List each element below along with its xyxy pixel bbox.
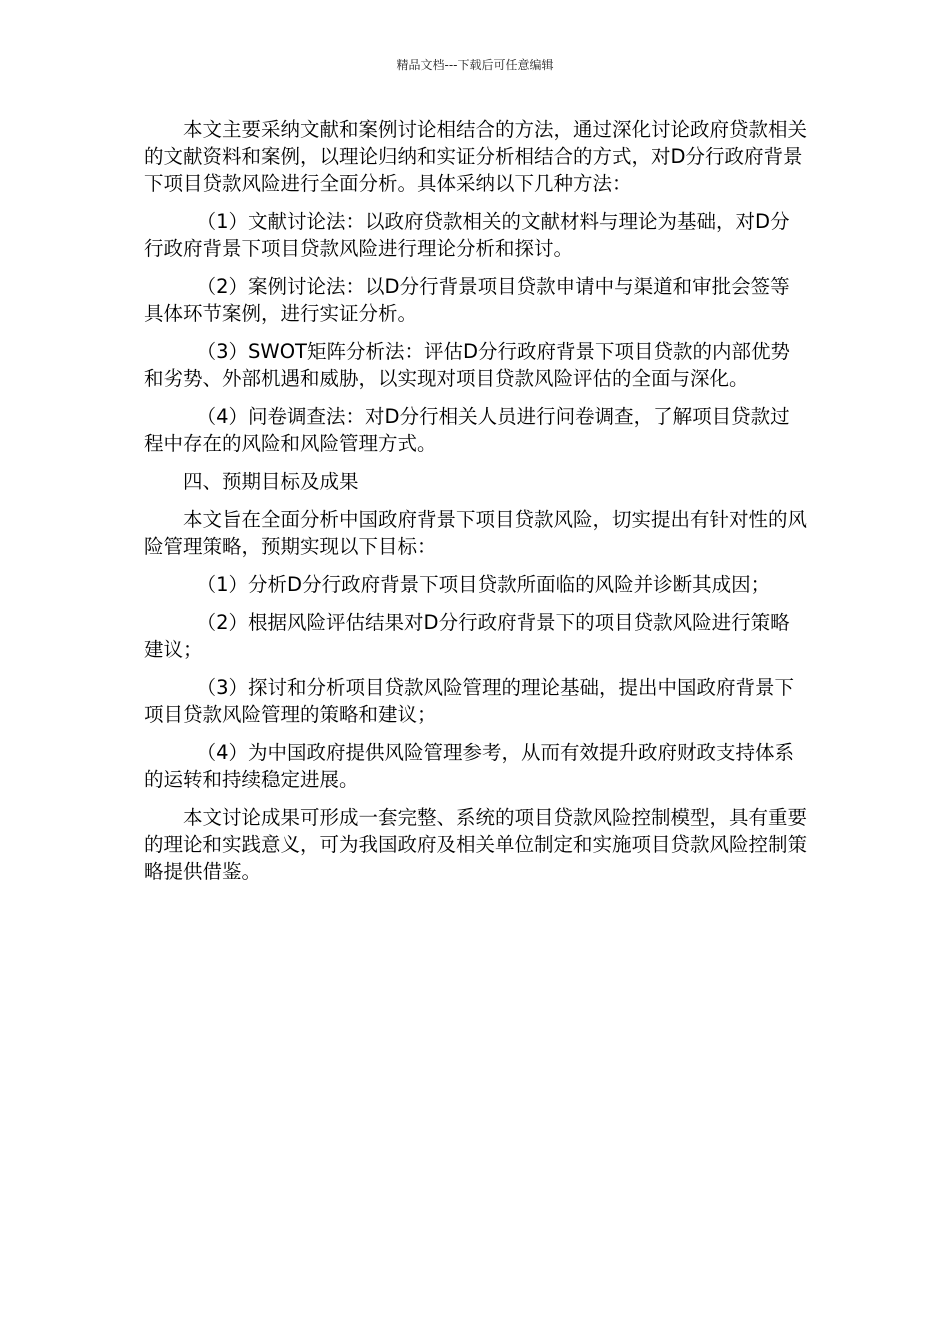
document-body <box>144 116 808 896</box>
paragraph-goal-1: （1）分析D分行政府背景下项目贷款所面临的风险并诊断其成因； <box>196 573 771 596</box>
paragraph-method-survey: （4）问卷调查法：对D分行相关人员进行问卷调查，了解项目贷款过程中存在的风险和风险管理方式。 <box>144 405 790 455</box>
paragraph-goal-3: （3）探讨和分析项目贷款风险管理的理论基础，提出中国政府背景下项目贷款风险管理的策略和建议； <box>144 676 795 726</box>
section-heading-goals: 四、预期目标及成果 <box>183 470 359 493</box>
paragraph-goals-intro: 本文旨在全面分析中国政府背景下项目贷款风险，切实提出有针对性的风险管理策略，预期实现以下目标： <box>144 508 808 558</box>
page-header: 精品文档---下载后可任意编辑 <box>396 58 554 72</box>
paragraph-methods-intro: 本文主要采纳文献和案例讨论相结合的方法，通过深化讨论政府贷款相关的文献资料和案例，以理论归纳和实证分析相结合的方式，对D分行政府背景下项目贷款风险进行全面分析。具体采纳以下几种方法： <box>144 118 808 195</box>
paragraph-goal-2: （2）根据风险评估结果对D分行政府背景下的项目贷款风险进行策略建议； <box>144 611 790 661</box>
paragraph-method-case: （2）案例讨论法：以D分行背景项目贷款申请中与渠道和审批会签等具体环节案例，进行实证分析。 <box>144 275 790 325</box>
paragraph-method-swot: （3）SWOT矩阵分析法：评估D分行政府背景下项目贷款的内部优势和劣势、外部机遇和威胁，以实现对项目贷款风险评估的全面与深化。 <box>144 340 790 390</box>
paragraph-method-literature: （1）文献讨论法：以政府贷款相关的文献材料与理论为基础，对D分行政府背景下项目贷款风险进行理论分析和探讨。 <box>144 210 790 260</box>
paragraph-goal-4: （4）为中国政府提供风险管理参考，从而有效提升政府财政支持体系的运转和持续稳定进展。 <box>144 741 795 791</box>
paragraph-conclusion: 本文讨论成果可形成一套完整、系统的项目贷款风险控制模型，具有重要的理论和实践意义，可为我国政府及相关单位制定和实施项目贷款风险控制策略提供借鉴。 <box>144 806 808 883</box>
